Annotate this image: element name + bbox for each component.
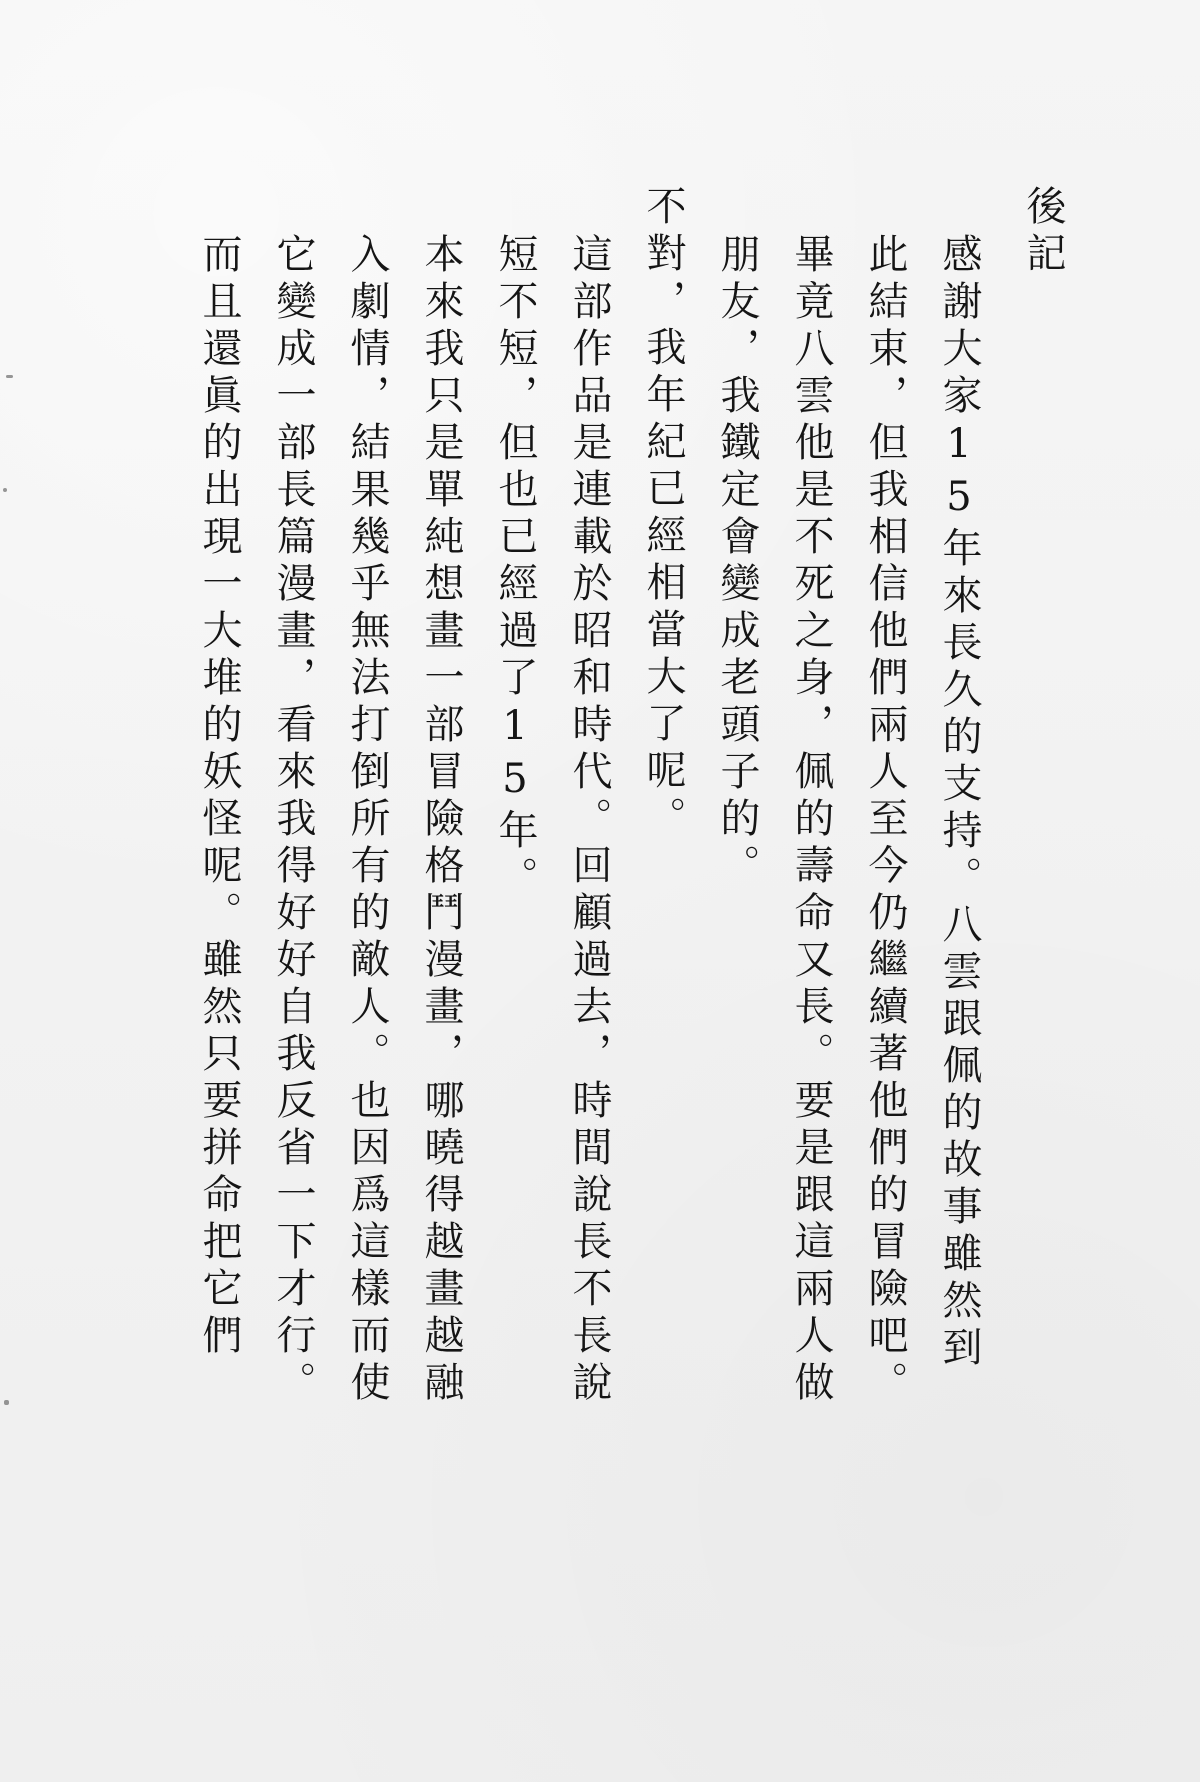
- scan-speck-left-bottom: [4, 1400, 9, 1405]
- paragraph-1: 感謝大家15年來長久的支持。八雲跟佩的故事雖然到此結束，但我相信他們兩人至今仍繼續著他們的冒險吧。畢竟八雲他是不死之身，佩的壽命又長。要是跟這兩人做朋友，我鐵定會變成老頭子的。: [714, 233, 982, 1408]
- scan-speck-left-middle: [3, 488, 7, 492]
- page-title: 後記: [1020, 185, 1066, 279]
- paragraph-4: 本來我只是單純想畫一部冒險格鬥漫畫，哪曉得越畫越融入劇情，結果幾乎無法打倒所有的敵人。也因爲這樣而使它變成一部長篇漫畫，看來我得好好自我反省一下才行。而且還眞的出現一大堆的妖怪呢。雖然只要拼命把它們: [196, 233, 464, 1408]
- paragraph-2: 不對，我年紀已經相當大了呢。: [640, 185, 686, 843]
- paragraph-3: 這部作品是連載於昭和時代。回顧過去，時間說長不長說短不短，但也已經過了15年。: [492, 233, 612, 1408]
- vertical-text-block: [182, 185, 1080, 1419]
- scan-speck-left-top: [6, 375, 13, 378]
